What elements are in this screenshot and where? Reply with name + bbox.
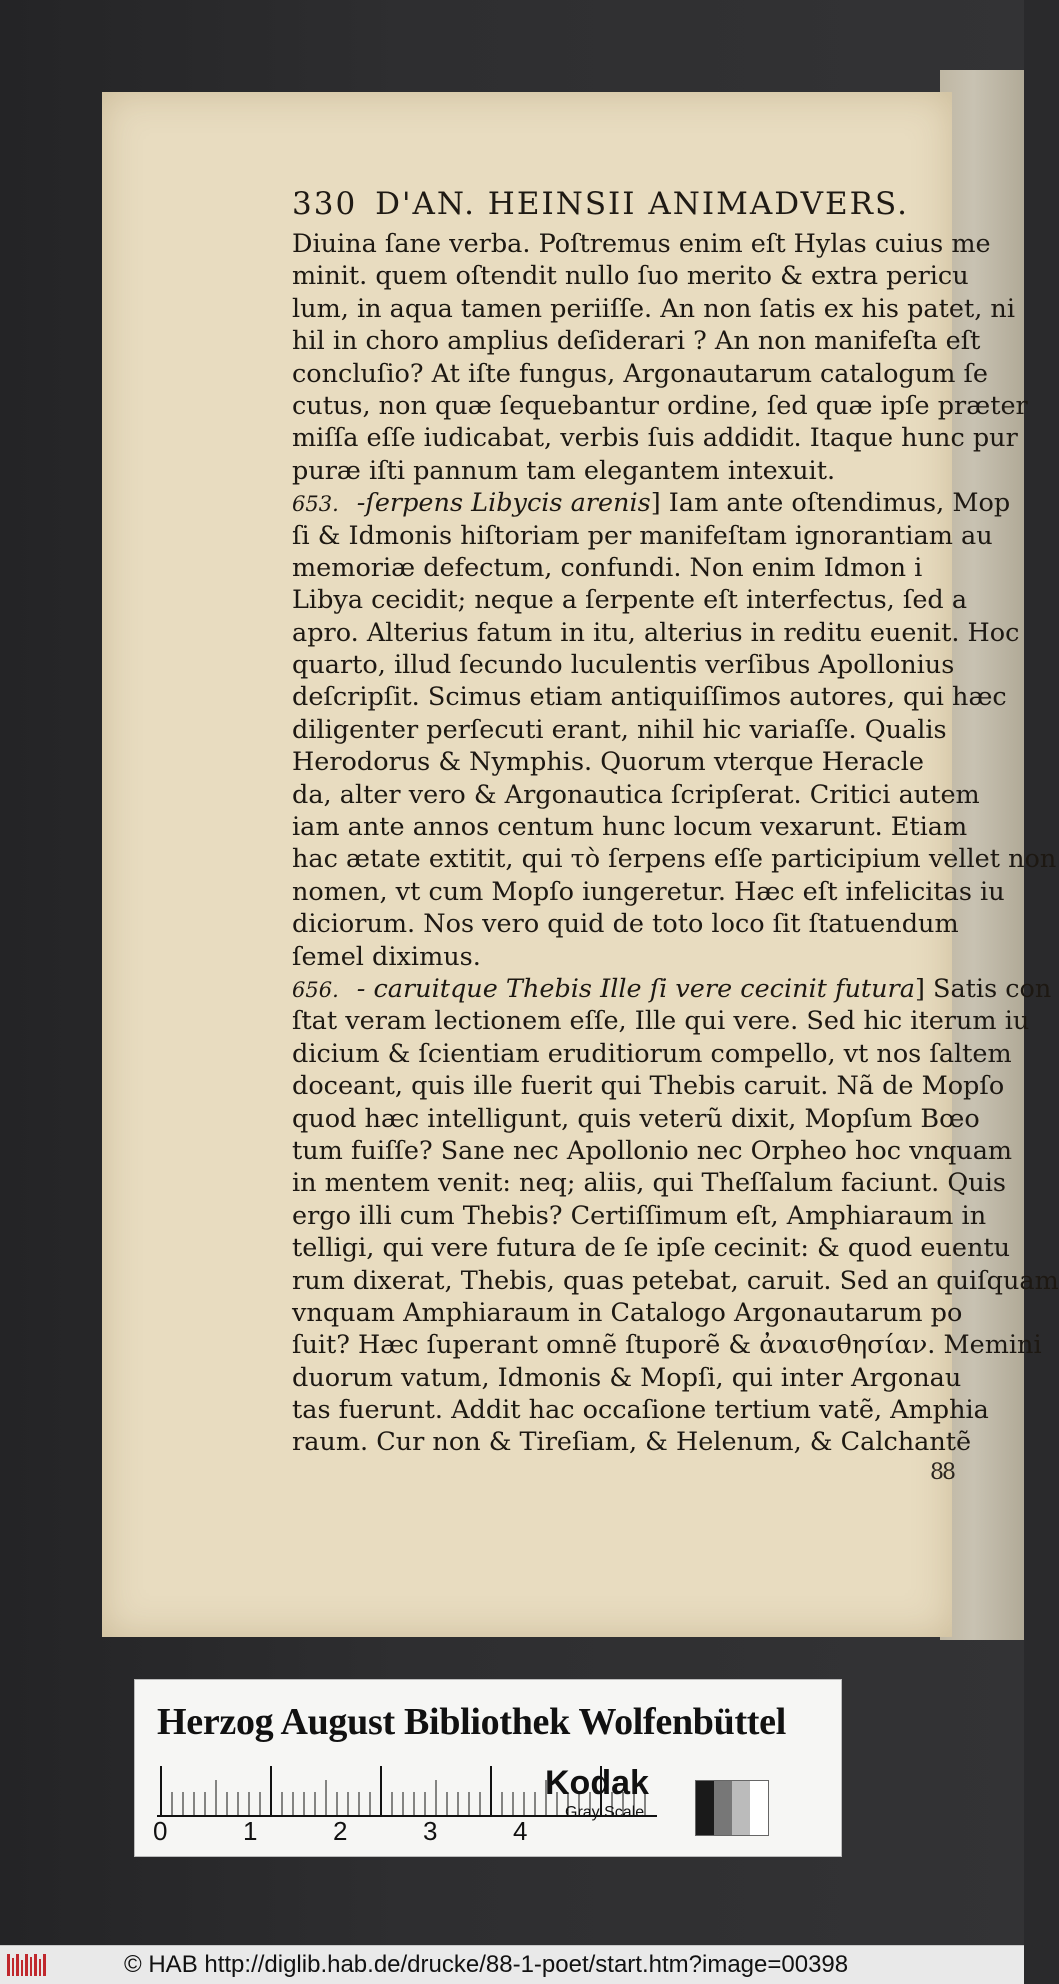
text-line — [292, 1232, 1011, 1264]
text-line — [292, 1394, 989, 1426]
line-text: doceant, quis ille fuerit qui Thebis caruit. Nã de Mopſo — [292, 1071, 1005, 1102]
text-line — [292, 1265, 1059, 1297]
line-text: ſemel diximus. — [292, 941, 481, 972]
line-text: Libya cecidit; neque a ſerpente eſt interfectus, ſed a — [292, 585, 968, 616]
lemma-quote: -ſerpens Libycis arenis — [356, 488, 651, 519]
text-line — [292, 487, 1011, 519]
line-text: minit. quem oſtendit nullo ſuo merito & extra pericu — [292, 261, 969, 292]
text-line — [292, 228, 991, 260]
line-text: ] Satis con — [914, 973, 1052, 1004]
text-line — [292, 390, 1028, 422]
line-text: cutus, non quæ ſequebantur ordine, ſed quæ ipſe præter — [292, 390, 1028, 421]
ruler-number: 3 — [423, 1816, 438, 1846]
signature-mark: 88 — [930, 1460, 954, 1485]
text-line — [292, 746, 947, 778]
text-line — [292, 1135, 1013, 1167]
text-line — [292, 649, 955, 681]
text-line — [292, 1103, 980, 1135]
text-line — [292, 876, 1005, 908]
line-text: ſi & Idmonis hiſtoriam per manifeſtam ignorantiam au — [292, 520, 993, 551]
lemma-quote: - caruitque Thebis Ille ſi vere cecinit futura — [356, 973, 915, 1004]
line-text: vnquam Amphiaraum in Catalogo Argonautarum po — [292, 1297, 963, 1328]
ruler-number: 0 — [153, 1816, 168, 1846]
running-header — [292, 186, 952, 222]
verse-reference: 653. — [292, 492, 339, 517]
line-text: deſcripſit. Scimus etiam antiquiſſimos autores, qui hæc — [292, 682, 1007, 713]
line-text: quarto, illud ſecundo luculentis verſibus Apollonius — [292, 650, 955, 681]
text-line — [292, 617, 1020, 649]
running-head-text: D'AN. HEINSII ANIMADVERS. — [375, 186, 909, 222]
line-text: raum. Cur non & Tireſiam, & Helenum, & Calchantẽ — [292, 1427, 972, 1458]
text-line — [292, 1070, 1005, 1102]
text-line — [292, 520, 993, 552]
line-text: tum fuiſſe? Sane nec Apollonio nec Orpheo hoc vnquam — [292, 1135, 1013, 1166]
gray-scale-label: Gray Scale — [565, 1804, 645, 1821]
line-text: quod hæc intelligunt, quis veterũ dixit, Mopſum Bœo — [292, 1103, 980, 1134]
line-text: ] Iam ante oſtendimus, Mop — [650, 488, 1011, 519]
line-text: lum, in aqua tamen periiſſe. An non ſatis ex his patet, ni — [292, 293, 1015, 324]
line-text: miſſa eſſe iudicabat, verbis ſuis addidit. Itaque hunc pur — [292, 423, 1018, 454]
line-text: iam ante annos centum hunc locum vexarunt. Etiam — [292, 812, 968, 843]
text-line — [292, 941, 947, 973]
ruler-number: 2 — [333, 1816, 348, 1846]
line-text: da, alter vero & Argonautica ſcripſerat. Critici autem — [292, 779, 980, 810]
line-text: tas fuerunt. Addit hac occaſione tertium vatẽ, Amphia — [292, 1395, 989, 1426]
line-text: puræ iſti pannum tam elegantem intexuit. — [292, 455, 836, 486]
ruler-number: 1 — [243, 1816, 258, 1846]
line-text: concluſio? At iſte fungus, Argonautarum catalogum ſe — [292, 358, 989, 389]
line-text: ergo illi cum Thebis? Certiſſimum eſt, Amphiaraum in — [292, 1200, 987, 1231]
text-line — [292, 843, 1057, 875]
text-line — [292, 455, 947, 487]
line-text: hac ætate extitit, qui τὸ ſerpens eſſe participium vellet non — [292, 844, 1057, 875]
text-line — [292, 973, 1052, 1005]
text-line — [292, 681, 1007, 713]
line-text: dicium & ſcientiam eruditiorum compello, vt nos ſaltem — [292, 1038, 1012, 1069]
hab-logo-icon — [6, 1952, 48, 1978]
line-text: nomen, vt cum Mopſo iungeretur. Hæc eſt infelicitas iu — [292, 876, 1005, 907]
line-text: memoriæ defectum, confundi. Non enim Idmon i — [292, 552, 923, 583]
line-text: ſuit? Hæc ſuperant omnẽ ſtuporẽ & ἀναισθησίαν. Memini — [292, 1330, 1042, 1361]
text-line — [292, 1329, 1042, 1361]
text-line — [292, 1005, 1030, 1037]
footer-bar — [0, 1945, 1024, 1984]
text-line — [292, 358, 989, 390]
text-line — [292, 1200, 987, 1232]
text-line — [292, 552, 947, 584]
text-line — [292, 714, 947, 746]
line-text: rum dixerat, Thebis, quas petebat, caruit. Sed an quiſquam — [292, 1265, 1059, 1296]
line-text: hil in choro amplius deſiderari ? An non manifeſta eſt — [292, 326, 981, 357]
line-text: telligi, qui vere futura de ſe ipſe cecinit: & quod euentu — [292, 1233, 1011, 1264]
text-line — [292, 260, 969, 292]
footer-copyright-link[interactable]: © HAB http://diglib.hab.de/drucke/88-1-poet/start.htm?image=00398 — [124, 1951, 849, 1978]
line-text: duorum vatum, Idmonis & Mopſi, qui inter Argonau — [292, 1362, 962, 1393]
text-line — [292, 293, 1015, 325]
text-line — [292, 1362, 962, 1394]
line-text: ſtat veram lectionem eſſe, Ille qui vere. Sed hic iterum iu — [292, 1006, 1030, 1037]
institution-name: Herzog August Bibliothek Wolfenbüttel — [157, 1701, 786, 1743]
gray-swatch — [695, 1780, 769, 1836]
text-line — [292, 779, 980, 811]
line-text: Herodorus & Nymphis. Quorum vterque Heracle — [292, 747, 924, 778]
text-line — [292, 584, 968, 616]
line-text: Diuina ſane verba. Poſtremus enim eſt Hylas cuius me — [292, 229, 991, 259]
color-calibration-card — [134, 1679, 842, 1857]
verse-reference: 656. — [292, 977, 339, 1002]
text-line — [292, 811, 968, 843]
line-text: diciorum. Nos vero quid de toto loco ſit ſtatuendum — [292, 909, 959, 940]
text-line — [292, 422, 1018, 454]
text-line — [292, 1297, 963, 1329]
body-text — [292, 228, 1059, 1459]
line-text: in mentem venit: neq; aliis, qui Theſſalum faciunt. Quis — [292, 1168, 1006, 1199]
line-text: apro. Alterius fatum in itu, alterius in reditu euenit. Hoc — [292, 617, 1020, 648]
text-line — [292, 325, 981, 357]
text-line — [292, 908, 959, 940]
page-number: 330 — [292, 186, 358, 222]
line-text: diligenter perſecuti erant, nihil hic variaſſe. Qualis — [292, 714, 947, 745]
ruler-number: 4 — [513, 1816, 528, 1846]
kodak-logo: Kodak — [545, 1764, 649, 1802]
text-line — [292, 1426, 972, 1458]
text-line — [292, 1167, 1006, 1199]
text-line — [292, 1038, 1012, 1070]
